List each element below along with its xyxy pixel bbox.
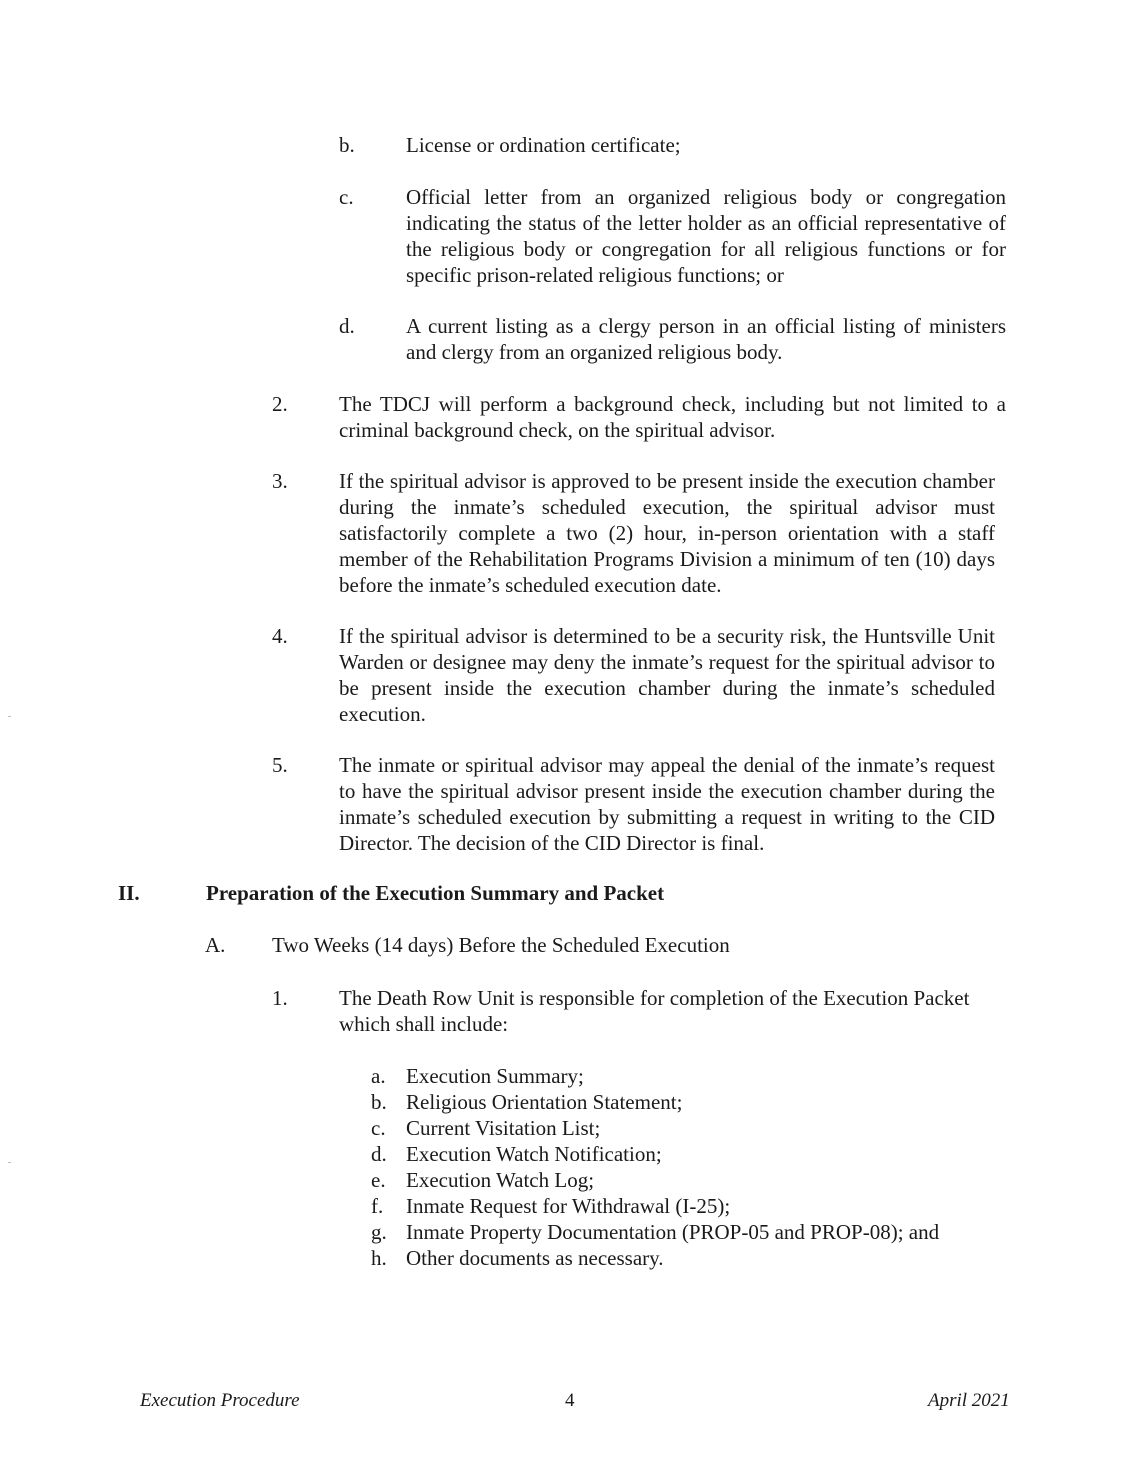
packet-item-text: Religious Orientation Statement; [406, 1090, 683, 1114]
numbered-item-label: 1. [272, 986, 288, 1010]
subsection-title: Two Weeks (14 days) Before the Scheduled Execution [272, 933, 730, 957]
numbered-item-text: If the spiritual advisor is approved to be present inside the execution chamber during the inmate’s scheduled execution, the spiritual advisor must satisfactorily complete a two (2) hour, in-person orientation with a staff member of the Rehabilitation Programs Division a minimum of ten (10) days before the inmate’s scheduled execution date. [339, 469, 995, 597]
footer-page-number: 4 [565, 1390, 575, 1411]
list-item-label: d. [339, 314, 355, 338]
footer-document-title: Execution Procedure [140, 1390, 300, 1411]
footer-date: April 2021 [928, 1390, 1010, 1411]
section-title: Preparation of the Execution Summary and Packet [206, 881, 665, 905]
packet-item-text: Inmate Request for Withdrawal (I-25); [406, 1194, 731, 1218]
scan-mark [8, 1162, 11, 1163]
list-item-text: Official letter from an organized religious body or congregation indicating the status of the letter holder as an official representative of the religious body or congregation for all religious functions or for specific prison-related religious functions; or [406, 185, 1006, 287]
numbered-item-text: The Death Row Unit is responsible for completion of the Execution Packet which shall include: [339, 986, 970, 1036]
numbered-item-label: 2. [272, 392, 288, 416]
subsection-label: A. [205, 933, 226, 957]
numbered-item-text: If the spiritual advisor is determined to be a security risk, the Huntsville Unit Warden or designee may deny the inmate’s request for the spiritual advisor to be present inside the execution chamber during the inmate’s scheduled execution. [339, 624, 995, 726]
numbered-item-text: The TDCJ will perform a background check, including but not limited to a criminal background check, on the spiritual advisor. [339, 392, 1006, 442]
packet-item-text: Execution Watch Notification; [406, 1142, 662, 1166]
numbered-item-text: The inmate or spiritual advisor may appeal the denial of the inmate’s request to have the spiritual advisor present inside the execution chamber during the inmate’s scheduled execution by submitting a request in writing to the CID Director. The decision of the CID Director is final. [339, 753, 995, 855]
packet-item-label: c. [371, 1116, 386, 1140]
list-item-text: License or ordination certificate; [406, 133, 681, 157]
packet-item-text: Execution Summary; [406, 1064, 584, 1088]
packet-item-text: Current Visitation List; [406, 1116, 601, 1140]
packet-item-label: f. [371, 1194, 384, 1218]
packet-item-label: e. [371, 1168, 386, 1192]
packet-item-label: h. [371, 1246, 387, 1270]
packet-item-text: Other documents as necessary. [406, 1246, 664, 1270]
packet-item-text: Inmate Property Documentation (PROP-05 and PROP-08); and [406, 1220, 940, 1244]
list-item-label: c. [339, 185, 354, 209]
numbered-item-label: 4. [272, 624, 288, 648]
packet-item-label: a. [371, 1064, 386, 1088]
packet-item-label: b. [371, 1090, 387, 1114]
numbered-item-label: 3. [272, 469, 288, 493]
packet-item-label: d. [371, 1142, 387, 1166]
numbered-item-label: 5. [272, 753, 288, 777]
scan-mark [8, 716, 11, 717]
section-numeral: II. [118, 881, 140, 905]
list-item-label: b. [339, 133, 355, 157]
packet-item-text: Execution Watch Log; [406, 1168, 595, 1192]
list-item-text: A current listing as a clergy person in an official listing of ministers and clergy from an organized religious body. [406, 314, 1006, 364]
packet-item-label: g. [371, 1220, 387, 1244]
